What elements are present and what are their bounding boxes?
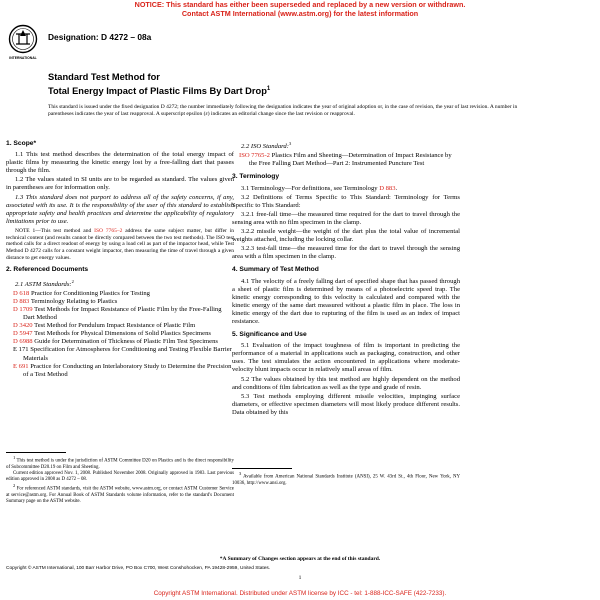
title-line-2-text: Total Energy Impact of Plastic Films By Dart Drop [48, 85, 267, 96]
right-column [232, 140, 460, 418]
footnote-3-text: Available from American National Standards Institute (ANSI), 25 W. 43rd St., 4th Floor, New York, NY 10036, http://www.ansi.org. [232, 474, 461, 486]
para-3-1 [232, 185, 460, 193]
astm-standards-label [6, 278, 234, 289]
footnote-2-text: For referenced ASTM standards, visit the ASTM website, www.astm.org, or contact ASTM Customer Service at service@astm.org. For Annual Book of ASTM Standards volume information, refer to the standard's Document Summary page on the ASTM website. [6, 486, 234, 504]
note-1-rest: address the same subject matter, but differ in technical content (and results cannot be directly compared between the two test methods). The ISO test method calls for a direct readout of energy by using a load cell as part of the impactor head, while Test Method D 4272 calls for a constant weight impactor, then measuring the time of travel through a given distance to get energy values. [6, 227, 234, 261]
para-3-2: 3.2 Definitions of Terms Specific to This Standard: Terminology for Terms Specific to This Standard: [232, 193, 460, 209]
iso-code-link[interactable]: ISO 7765-2 [239, 152, 270, 160]
terminology-heading: 3. Terminology [232, 173, 280, 181]
ref-item [6, 298, 234, 306]
footnote-3: $^3$ Available from American National Standards Institute (ANSI), 25 W. 43rd St., 4th Floor, New York, NY 10036, http://www.ansi.org. [232, 471, 461, 486]
ref-text: Test Methods for Impact Resistance of Plastic Film by the Free-Falling Dart Method [23, 306, 222, 322]
notice-line-2: Contact ASTM International (www.astm.org) for the latest information [181, 8, 419, 18]
iso-standard-footnote-ref: 3 [288, 141, 292, 146]
para-3-1-suffix: . [395, 184, 398, 192]
ref-item [6, 306, 234, 322]
title-line-2 [48, 84, 548, 98]
iso-standard-text: 2.2 ISO Standard: [241, 143, 289, 151]
document-title [48, 72, 548, 97]
footnote-2: $^2$ For referenced ASTM standards, visit the ASTM website, www.astm.org, or contact ASTM Customer Service at service@astm.org. For Annual Book of ASTM Standards volume information, refer to the standard's Document Summary page on the ASTM website. [6, 483, 234, 504]
iso-standard-label [232, 140, 460, 151]
iso-ref-item [232, 152, 460, 168]
right-footnotes [232, 468, 460, 487]
logo-label: INTERNATIONAL [9, 56, 37, 60]
para-1-1: 1.1 This test method describes the determination of the total energy impact of plastic films by measuring the kinetic energy lost by a free-falling dart that passes through the film. [6, 151, 234, 175]
ref-item [6, 363, 234, 379]
iso-7765-link[interactable]: ISO 7765–2 [94, 227, 123, 234]
para-3-2-2: 3.2.2 missile weight—the weight of the dart plus the total value of incremental weights attached, including the locking collar. [232, 228, 460, 244]
ref-code-link[interactable]: E 691 [13, 362, 29, 370]
para-5-3: 5.3 Test methods employing different missile velocities, impinging surface diameters, or effective specimen diameters will most likely produce different results. Data obtained by this [232, 392, 460, 416]
designation: Designation: D 4272 – 08a [48, 32, 152, 42]
footnote-1a-text: This test method is under the jurisdiction of ASTM Committee D20 on Plastics and is the direct responsibility of Subcommittee D20.19 on Film and Sheeting. [6, 458, 234, 470]
note-1-prefix: NOTE 1—This test method and [15, 227, 95, 234]
ref-text: Terminology Relating to Plastics [30, 297, 118, 305]
referenced-documents-heading: 2. Referenced Documents [6, 266, 89, 274]
ref-text: Test Method for Pendulum Impact Resistance of Plastic Film [34, 322, 196, 330]
ref-item [6, 322, 234, 330]
astm-standards-footnote-ref: 2 [71, 278, 74, 284]
footnote-divider [232, 468, 292, 469]
para-4-1: 4.1 The velocity of a freely falling dart of specified shape that has passed through a sheet of plastic film is determined by means of a photoelectric speed trap. The kinetic energy corresponding to this velocity is calculated and compared with the kinetic energy of the same dart measured without a plastic film in place. The loss in kinetic energy of the dart due to rupturing of the film is used as an index of impact resistance. [232, 277, 460, 325]
ref-code-link[interactable]: D 618 [13, 289, 30, 297]
title-line-1: Standard Test Method for [48, 72, 160, 82]
ref-item [6, 330, 234, 338]
footnote-1b: Current edition approved Nov. 1, 2008. Published November 2008. Originally approved in 1983. Last previous edition approved in 2008 as D 4272 – 08. [6, 470, 234, 482]
para-1-3: 1.3 This standard does not purport to address all of the safety concerns, if any, associated with its use. It is the responsibility of the user of this standard to establish appropriate safety and health practices and determine the applicability of regulatory limitations prior to use. [6, 193, 234, 225]
ref-code-link[interactable]: D 3420 [13, 322, 33, 330]
ref-code-link[interactable]: D 883 [13, 297, 30, 305]
significance-heading: 5. Significance and Use [232, 331, 307, 339]
notice-line-1: NOTICE: This standard has either been superseded and replaced by a new version or withdrawn. [134, 0, 466, 9]
ref-item [6, 346, 234, 362]
para-3-1-text: 3.1 Terminology—For definitions, see Terminology [241, 184, 380, 192]
footnote-divider [6, 452, 66, 453]
note-1 [6, 228, 234, 262]
para-3-2-1: 3.2.1 free-fall time—the measured time required for the dart to travel through the sensing area with no film specimen in the clamp. [232, 210, 460, 226]
d883-link[interactable]: D 883 [379, 184, 396, 192]
scope-heading: 1. Scope* [6, 140, 37, 147]
astm-logo [8, 24, 38, 62]
para-3-2-3: 3.2.3 test-fall time—the measured time for the dart to travel through the sensing area with a film specimen in the clamp. [232, 245, 460, 261]
ref-text: Specification for Atmospheres for Conditioning and Testing Flexible Barrier Materials [23, 346, 232, 362]
ref-text: Practice for Conditioning Plastics for Testing [30, 289, 150, 297]
ref-code-link[interactable]: D 5947 [13, 330, 33, 338]
ref-text: Guide for Determination of Thickness of Plastic Film Test Specimens [34, 338, 218, 346]
astm-standards-text: 2.1 ASTM Standards: [15, 280, 72, 288]
ref-code-link[interactable]: D 1709 [13, 306, 33, 314]
ref-code-link[interactable]: D 6988 [13, 338, 33, 346]
license-notice: Copyright ASTM International. Distributed under ASTM license by ICC - tel: 1-888-ICC-SAFE (422-7233). [153, 590, 447, 597]
summary-of-changes-note: *A Summary of Changes section appears at the end of this standard. [219, 556, 381, 562]
ref-text: Test Methods for Physical Dimensions of Solid Plastics Specimens [34, 330, 211, 338]
iso-ref-text: Plastics Film and Sheeting—Determination of Impact Resistance by the Free Falling Dart Method—Part 2: Instrumented Puncture Test [249, 152, 452, 168]
footnote-1a: $^1$ This test method is under the jurisdiction of ASTM Committee D20 on Plastics and is the direct responsibility of Subcommittee D20.19 on Film and Sheeting. [6, 455, 234, 470]
withdrawal-notice [0, 1, 600, 18]
para-5-2: 5.2 The values obtained by this test method are highly dependent on the method and conditions of film fabrication as well as the type and grade of resin. [232, 375, 460, 391]
standard-note: This standard is issued under the fixed designation D 4272; the number immediately following the designation indicates the year of original adoption or, in the case of revision, the year of last revision. A number in parentheses indicates the year of last reapproval. A superscript epsilon (ε) indicates an editorial change since the last revision or reapproval. [48, 104, 518, 117]
summary-heading: 4. Summary of Test Method [232, 266, 319, 274]
left-column [6, 140, 234, 379]
ref-text: Practice for Conducting an Interlaboratory Study to Determine the Precision of a Test Method [23, 362, 232, 378]
ref-code: E 171 [13, 346, 29, 354]
copyright-line: Copyright © ASTM International, 100 Barr Harbor Drive, PO Box C700, West Conshohocken, PA 19428-2959, United States. [6, 566, 271, 571]
page-number: 1 [298, 575, 302, 581]
title-footnote-ref: 1 [266, 85, 271, 92]
ref-item [6, 338, 234, 346]
para-1-2: 1.2 The values stated in SI units are to be regarded as standard. The values given in parentheses are for information only. [6, 176, 234, 192]
left-footnotes [6, 452, 234, 505]
ref-item [6, 290, 234, 298]
para-5-1: 5.1 Evaluation of the impact toughness of film is important in predicting the performance of a material in applications such as packaging, construction, and other uses. The test simulates the action encountered in applications where moderate-velocity blunt impacts occur in relatively small areas of film. [232, 342, 460, 374]
